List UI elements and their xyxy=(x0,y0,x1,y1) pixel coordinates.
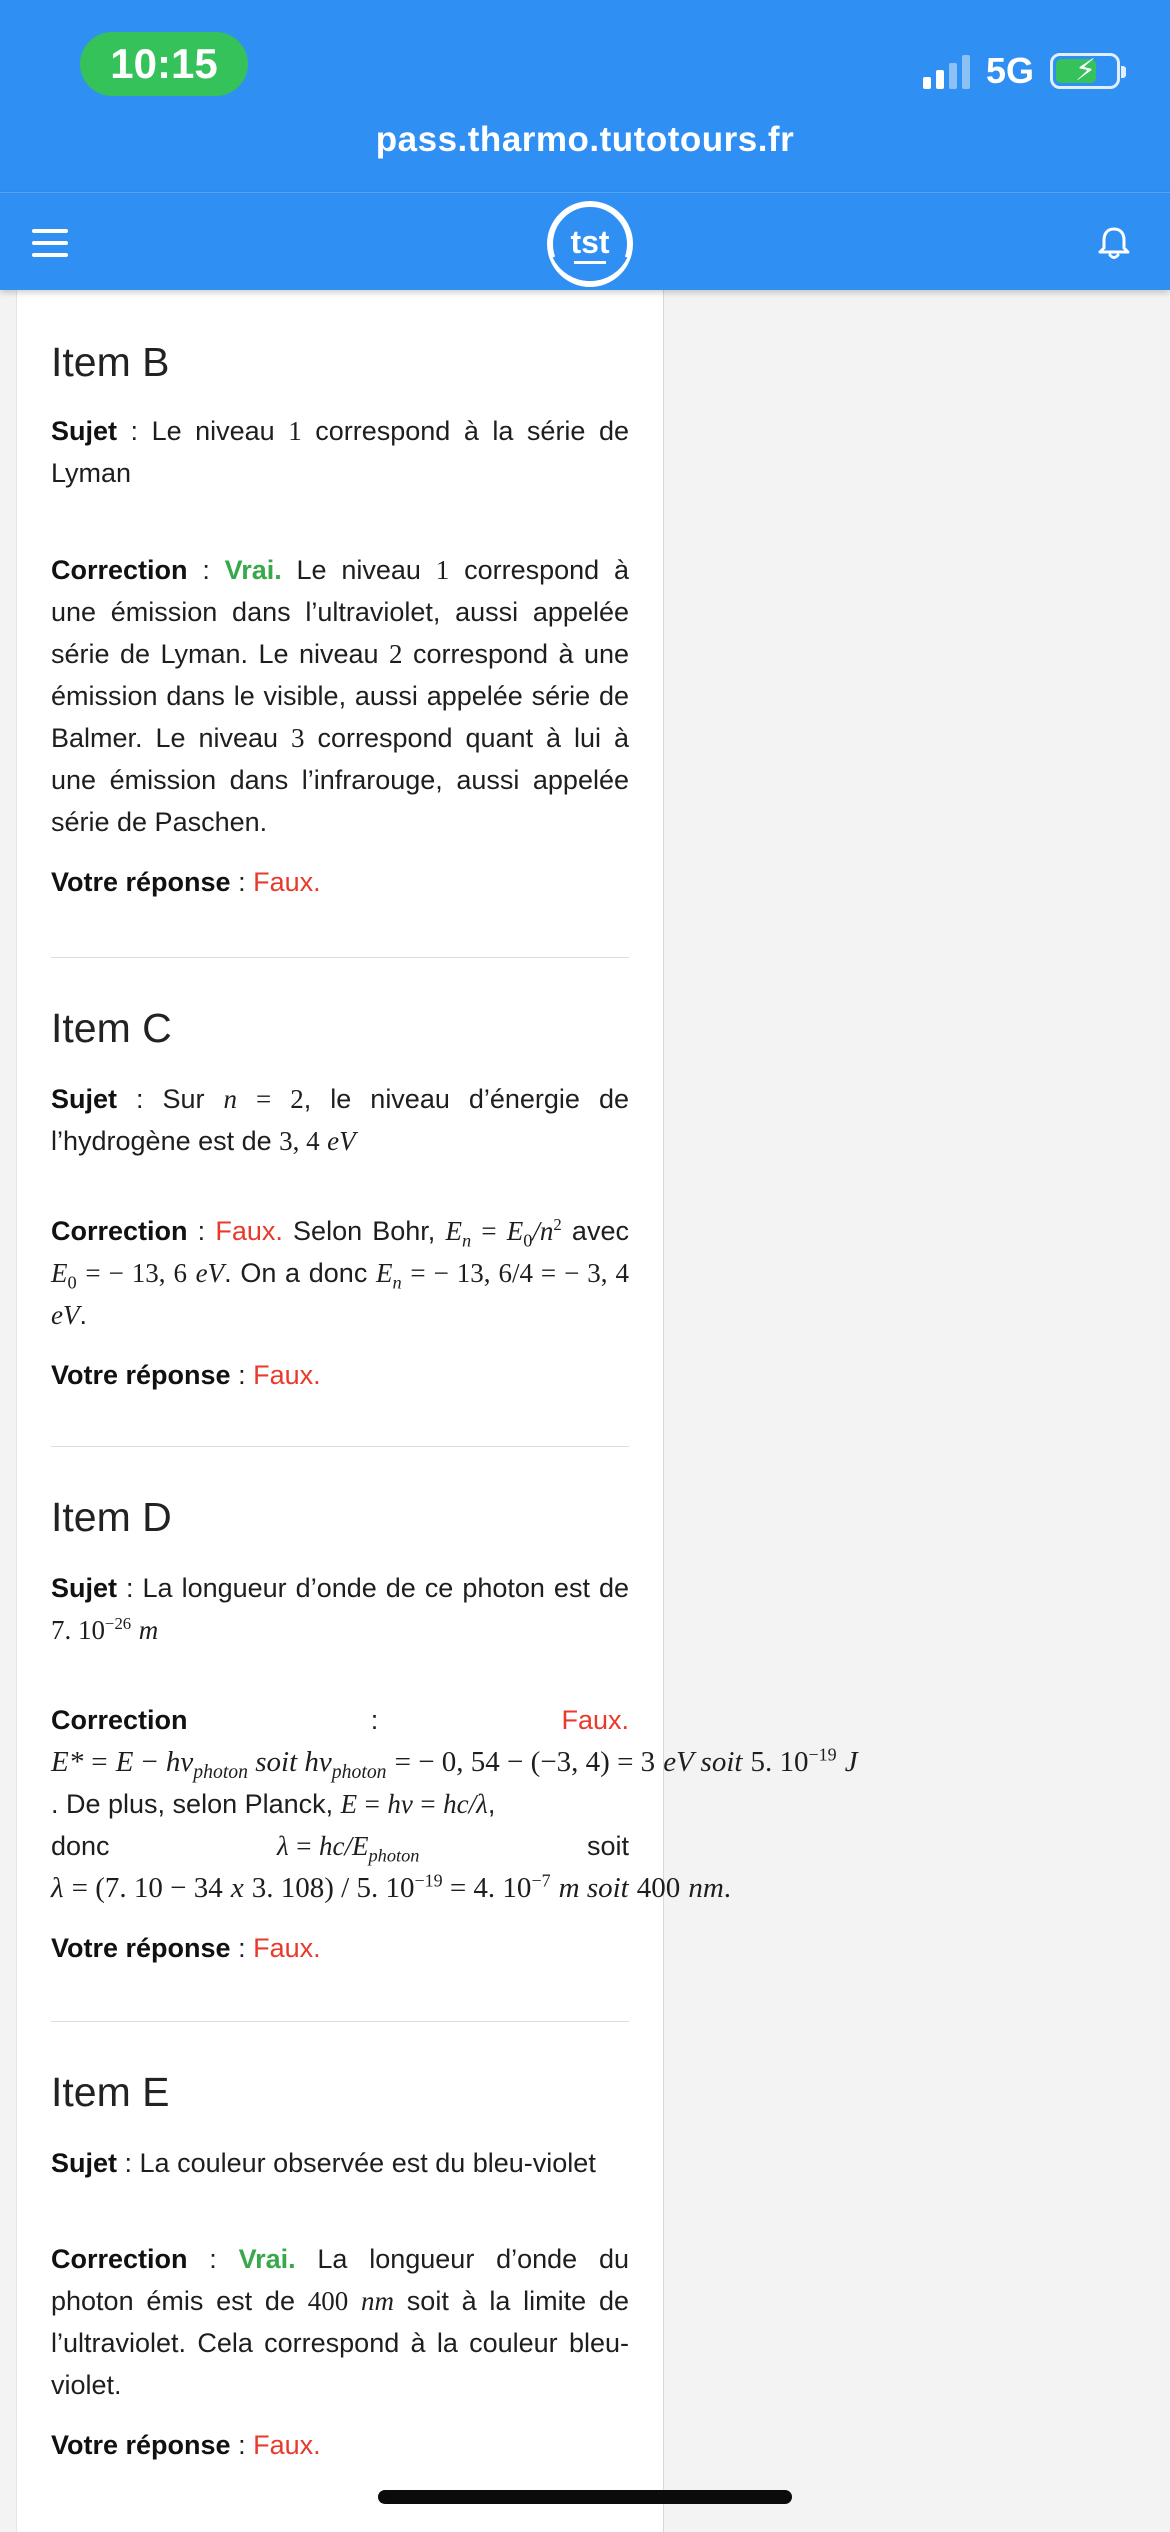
sujet-label: Sujet xyxy=(51,1573,118,1603)
browser-header xyxy=(0,0,1170,192)
correction-lambda: donc $\lambda = hc/E_{photon}$ soit xyxy=(51,1831,629,1866)
correction-verdict: Vrai. xyxy=(224,555,282,585)
correction-planck: . De plus, selon Planck, E = hv = hc/λ, xyxy=(51,1789,496,1819)
cellular-signal-icon xyxy=(923,53,970,89)
reponse-label: Votre réponse xyxy=(51,867,231,897)
correction-label: Correction xyxy=(51,2244,188,2274)
item-b xyxy=(51,336,629,958)
logo-text: tst xyxy=(570,224,610,260)
item-votre-reponse: Votre réponse : Faux. xyxy=(51,867,321,897)
correction-verdict: Vrai. xyxy=(238,2244,296,2274)
status-time: 10:15 xyxy=(80,32,248,96)
notification-bell-icon[interactable] xyxy=(1094,223,1134,263)
item-title: Item E xyxy=(51,2069,170,2115)
item-sujet: Sujet : Sur n = 2, le niveau d’énergie de l’hydrogène est de 3, 4 eV xyxy=(51,1084,629,1156)
tutotours-logo[interactable] xyxy=(540,199,640,289)
item-title: Item C xyxy=(51,1005,172,1051)
reponse-value: Faux. xyxy=(253,867,321,897)
sujet-label: Sujet xyxy=(51,1084,118,1114)
item-divider xyxy=(51,2021,629,2022)
item-e xyxy=(51,2066,629,2466)
reponse-label: Votre réponse xyxy=(51,2430,231,2460)
item-correction: Correction : Faux. Selon Bohr, $E_n = E_0/n^2$ avec $E_0$ = − 13, 6 eV. On a donc $E_n$ = − 13, 6/4 = − 3, 4 eV. xyxy=(51,1215,629,1330)
item-title: Item D xyxy=(51,1494,172,1540)
correction-card xyxy=(16,290,858,2532)
network-type: 5G xyxy=(985,50,1034,91)
item-title: Item B xyxy=(51,339,170,385)
status-indicators xyxy=(923,48,1120,94)
reponse-value: Faux. xyxy=(253,1933,321,1963)
correction-equation-1: $E* = E - hv_{photon}$ soit $hv_{photon}$ = − 0, 54 − (−3, 4) = 3 eV soit 5. $10^{-19}$ J xyxy=(51,1744,858,1783)
battery-charging-icon: ⚡ xyxy=(1050,53,1120,89)
home-indicator[interactable] xyxy=(378,2490,792,2504)
item-correction: Correction : Vrai. Le niveau 1 correspond à une émission dans l’ultraviolet, aussi appelée série de Lyman. Le niveau 2 correspond à une émission dans le visible, aussi appelée série de Balmer. Le niveau 3 correspond quant à lui à une émission dans l’infrarouge, aussi appelée série de Paschen. xyxy=(51,555,629,837)
item-correction: Correction : Vrai. La longueur d’onde du photon émis est de 400 nm soit à la limite de l’ultraviolet. Cela correspond à la couleur bleu-violet. xyxy=(51,2244,629,2400)
sujet-label: Sujet xyxy=(51,2148,118,2178)
item-sujet: Sujet : La longueur d’onde de ce photon est de 7. $10^{-26}$ m xyxy=(51,1573,629,1645)
item-d xyxy=(51,1491,858,2022)
reponse-value: Faux. xyxy=(253,2430,321,2460)
reponse-label: Votre réponse xyxy=(51,1360,231,1390)
item-divider xyxy=(51,1446,629,1447)
correction-verdict: Faux. xyxy=(561,1705,629,1735)
correction-label: Correction xyxy=(51,555,188,585)
correction-verdict: Faux. xyxy=(215,1216,283,1246)
sujet-label: Sujet xyxy=(51,416,118,446)
correction-label: Correction xyxy=(51,1705,188,1735)
item-votre-reponse: Votre réponse : Faux. xyxy=(51,2430,321,2460)
reponse-value: Faux. xyxy=(253,1360,321,1390)
item-sujet: Sujet : Le niveau 1 correspond à la série de Lyman xyxy=(51,416,630,488)
item-votre-reponse: Votre réponse : Faux. xyxy=(51,1360,321,1390)
hamburger-menu-icon[interactable] xyxy=(32,229,68,257)
item-c xyxy=(51,1002,629,1447)
correction-list xyxy=(51,290,858,2466)
item-votre-reponse: Votre réponse : Faux. xyxy=(51,1933,321,1963)
item-correction: Correction : Faux. $E* = E - hv_{photon}$ soit $hv_{photon}$ = − 0, 54 − (−3, 4) = 3 eV soit 5. $10^{-19}$ J . De plus, selon Planck, E = hv = hc/λ, donc $\lambda = hc/E_{photon}$ soit λ = (7. 10 − 34 x 3. 108) / 5. $10^{-19} = 4$. $10^{-7}$ m soit 400 nm. xyxy=(51,1699,629,1909)
address-bar-url[interactable]: pass.tharmo.tutotours.fr xyxy=(375,120,795,159)
reponse-label: Votre réponse xyxy=(51,1933,231,1963)
correction-label: Correction xyxy=(51,1216,188,1246)
item-sujet: Sujet : La couleur observée est du bleu-violet xyxy=(51,2148,596,2178)
app-navbar xyxy=(0,192,1170,290)
item-divider xyxy=(51,957,629,958)
correction-equation-2: λ = (7. 10 − 34 x 3. 108) / 5. $10^{-19} = 4$. $10^{-7}$ m soit 400 nm. xyxy=(51,1870,732,1904)
